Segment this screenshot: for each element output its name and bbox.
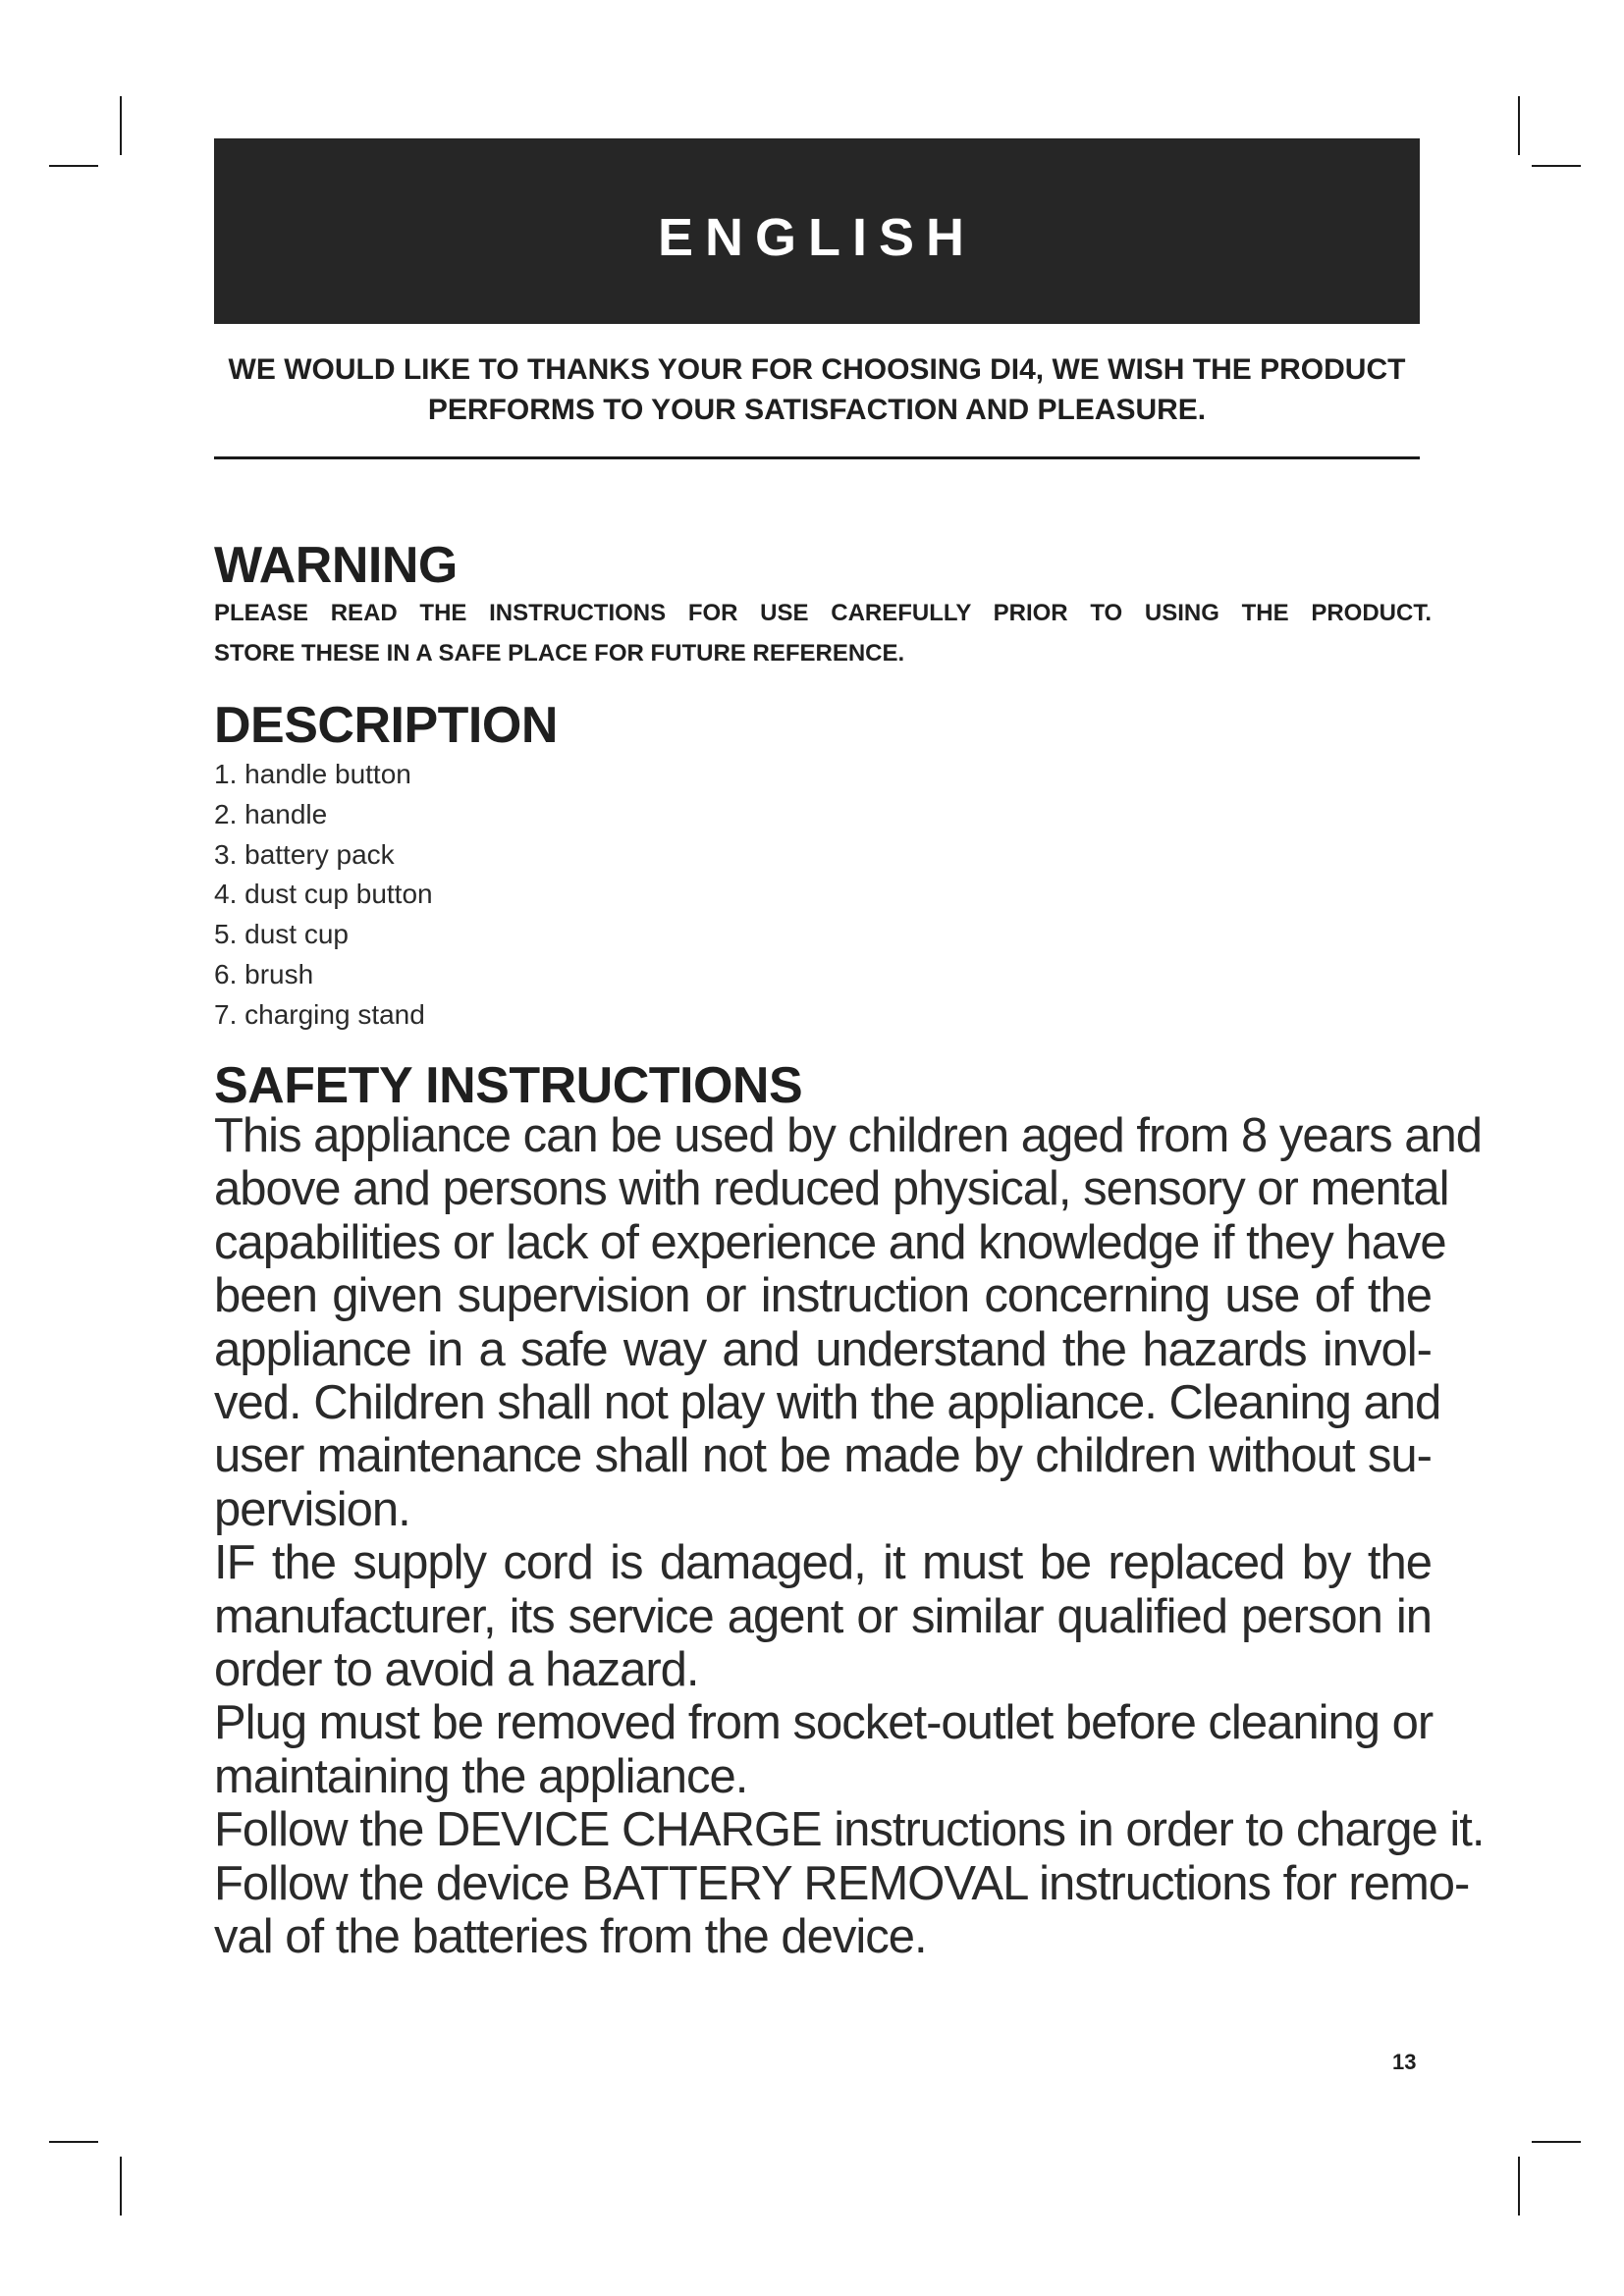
- safety-heading: SAFETY INSTRUCTIONS: [214, 1057, 803, 1114]
- safety-line: pervision.: [214, 1482, 410, 1536]
- description-heading: DESCRIPTION: [214, 697, 558, 754]
- thanks-line: WE WOULD LIKE TO THANKS YOUR FOR CHOOSING DI4, WE WISH THE PRODUCT: [228, 353, 1406, 386]
- warning-heading: WARNING: [214, 537, 458, 594]
- safety-line: val of the batteries from the device.: [214, 1910, 927, 1964]
- safety-line: maintaining the appliance.: [214, 1749, 748, 1803]
- language-banner: [214, 138, 1420, 324]
- safety-line: IF the supply cord is damaged, it must be replaced by the: [214, 1536, 1432, 1590]
- crop-mark-top-left-vertical: [120, 96, 122, 155]
- description-item: 1. handle button: [214, 759, 411, 789]
- safety-line: order to avoid a hazard.: [214, 1643, 699, 1697]
- description-item: 4. dust cup button: [214, 879, 433, 910]
- safety-line: manufacturer, its service agent or similar qualified person in: [214, 1589, 1432, 1643]
- crop-mark-top-left-horizontal: [49, 165, 98, 167]
- description-list: [214, 755, 433, 1036]
- description-item: 2. handle: [214, 798, 328, 829]
- safety-line: Follow the device BATTERY REMOVAL instructions for remo-: [214, 1856, 1470, 1910]
- safety-line: above and persons with reduced physical, sensory or mental: [214, 1162, 1449, 1216]
- description-item: 3. battery pack: [214, 838, 395, 870]
- safety-line: user maintenance shall not be made by children without su-: [214, 1429, 1432, 1483]
- safety-line: ved. Children shall not play with the appliance. Cleaning and: [214, 1376, 1441, 1430]
- description-item: 6. brush: [214, 958, 314, 989]
- safety-line: appliance in a safe way and understand the hazards invol-: [214, 1322, 1432, 1376]
- crop-mark-bottom-right-horizontal: [1532, 2141, 1581, 2143]
- safety-instructions-text: [214, 1109, 1485, 1964]
- safety-line: Plug must be removed from socket-outlet before cleaning or: [214, 1696, 1434, 1750]
- description-item: 5. dust cup: [214, 919, 349, 950]
- warning-text: [214, 593, 1432, 673]
- page-number: 13: [1392, 2050, 1417, 2074]
- crop-mark-bottom-left-horizontal: [49, 2141, 98, 2143]
- thanks-message: [214, 349, 1420, 430]
- warning-line: PLEASE READ THE INSTRUCTIONS FOR USE CAREFULLY PRIOR TO USING THE PRODUCT.: [214, 600, 1432, 626]
- safety-line: been given supervision or instruction concerning use of the: [214, 1269, 1432, 1323]
- safety-line: capabilities or lack of experience and knowledge if they have: [214, 1215, 1446, 1269]
- safety-line: Follow the DEVICE CHARGE instructions in order to charge it.: [214, 1803, 1485, 1857]
- crop-mark-top-right-horizontal: [1532, 165, 1581, 167]
- warning-line: STORE THESE IN A SAFE PLACE FOR FUTURE REFERENCE.: [214, 640, 905, 667]
- language-title: ENGLISH: [657, 207, 977, 267]
- crop-mark-bottom-right-vertical: [1518, 2157, 1520, 2216]
- crop-mark-top-right-vertical: [1518, 96, 1520, 155]
- thanks-line: PERFORMS TO YOUR SATISFACTION AND PLEASURE.: [427, 394, 1207, 426]
- crop-mark-bottom-left-vertical: [120, 2157, 122, 2216]
- description-item: 7. charging stand: [214, 998, 425, 1030]
- header-divider: [214, 456, 1420, 459]
- safety-line: This appliance can be used by children aged from 8 years and: [214, 1109, 1483, 1162]
